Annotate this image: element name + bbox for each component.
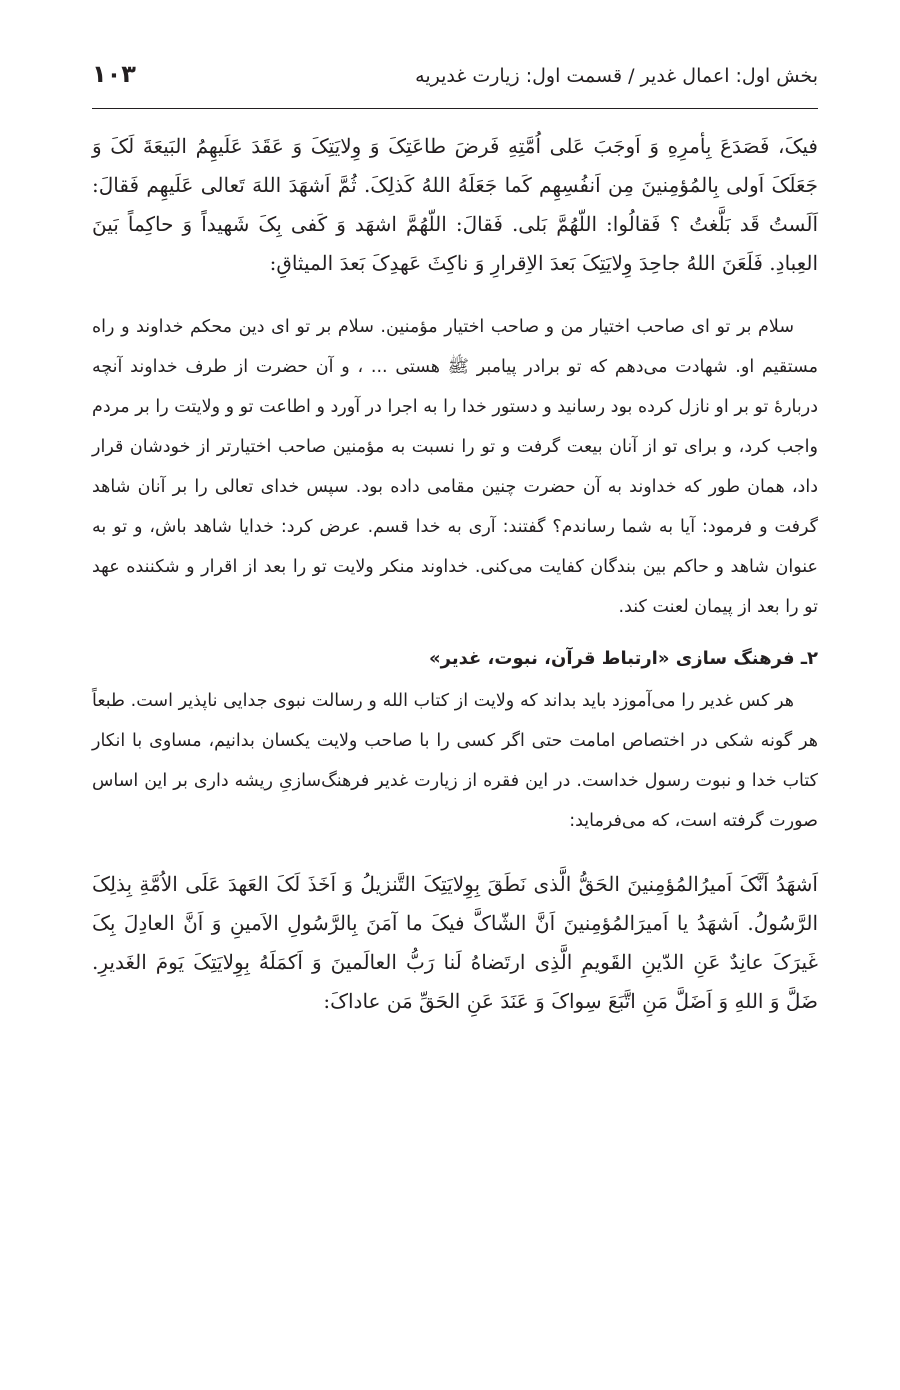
arabic-passage-2: اَشهَدُ اَنَّکَ اَمیرُالمُؤمِنینَ الحَقُّ الَّذی نَطَقَ بِوِلایَتِکَ التَّنزیلُ وَ اَخَذَ لَکَ العَهدَ عَلَی الاُمَّةِ بِذلِکَ الرَّسُولُ. اَشهَدُ یا اَمیرَالمُؤمِنینَ اَنَّ الشّاکَّ فیکَ ما آمَنَ بِالرَّسُولِ الاَمینِ وَ اَنَّ العادِلَ بِکَ غَیرَکَ عانِدٌ عَنِ الدّینِ القَویمِ الَّذِی ارتَضاهُ لَنا رَبُّ العالَمینَ وَ اَکمَلَهُ بِوِلایَتِکَ یَومَ الغَدیرِ. ضَلَّ وَ اللهِ وَ اَضَلَّ مَنِ اتَّبَعَ سِواکَ وَ عَنَدَ عَنِ الحَقِّ مَن عاداکَ: <box>92 872 818 1013</box>
spacer <box>92 841 818 865</box>
section-heading: ۲ـ فرهنگ سازی «ارتباط قرآن، نبوت، غدیر» <box>429 648 818 669</box>
running-header <box>92 60 818 109</box>
book-page <box>92 60 818 1021</box>
arabic-passage-1: فیکَ، فَصَدَعَ بِأمرِهِ وَ اَوجَبَ عَلی اُمَّتِهِ فَرضَ طاعَتِکَ وَ وِلایَتِکَ وَ عَقَدَ عَلَیهِمُ البَیعَةَ لَکَ وَ جَعَلَکَ اَولی بِالمُؤمِنینَ مِن اَنفُسِهِم کَما جَعَلَهُ اللهُ کَذلِکَ. ثُمَّ اَشهَدَ اللهَ تَعالی عَلَیهِم فَقالَ: اَلَستُ قَد بَلَّغتُ ؟ فَقالُوا: اللّهُمَّ بَلی. فَقالَ: اللّهُمَّ اشهَد وَ کَفی بِکَ شَهیداً وَ حاکِماً بَینَ العِبادِ. فَلَعَنَ اللهُ جاحِدَ وِلایَتِکَ بَعدَ الاِقرارِ وَ ناکِثَ عَهدِکَ بَعدَ المیثاقِ: <box>92 134 818 275</box>
page-number: ۱۰۳ <box>92 60 136 88</box>
spacer <box>92 283 818 307</box>
section-body: هر کس غدیر را می‌آموزد باید بداند که ولایت از کتاب الله و رسالت نبوی جدایی ناپذیر است. طبعاً هر گونه شکی در اختصاص امامت حتی اگر کسی را با صاحب ولایت یکسان بدانیم، مساوی با انکار کتاب خدا و نبوت رسول خداست. در این فقره از زیارت غدیر فرهنگ‌سازیِ ریشه داری بر این اساس صورت گرفته است، که می‌فرماید: <box>92 691 818 831</box>
header-title: بخش اول: اعمال غدیر / قسمت اول: زیارت غدیریه <box>415 65 818 87</box>
persian-translation-1: سلام بر تو ای صاحب اختیار من و صاحب اختیار مؤمنین. سلام بر تو ای دین محکم خداوند و راه مستقیم او. شهادت می‌دهم که تو برادر پیامبر ﷺ هستی ... ، و آن حضرت از طرف خداوند آنچه دربارهٔ تو بر او نازل کرده بود رسانید و دستور خدا را به اجرا در آورد و اطاعت تو و ولایتت را بر مردم واجب کرد، و برای تو از آنان بیعت گرفت و تو را نسبت به مؤمنین صاحب اختیارتر از خودشان قرار داد، همان طور که خداوند به آن حضرت چنین مقامی داده بود. سپس خدای تعالی را بر آنان شاهد گرفت و فرمود: آیا به شما رساندم؟ گفتند: آری به خدا قسم. عرض کرد: خدایا شاهد باش، و تو به عنوان شاهد و حاکم بین بندگان کفایت می‌کنی. خداوند منکر ولایت تو را بعد از اقرار و شکننده عهد تو را بعد از پیمان لعنت کند. <box>92 317 818 617</box>
